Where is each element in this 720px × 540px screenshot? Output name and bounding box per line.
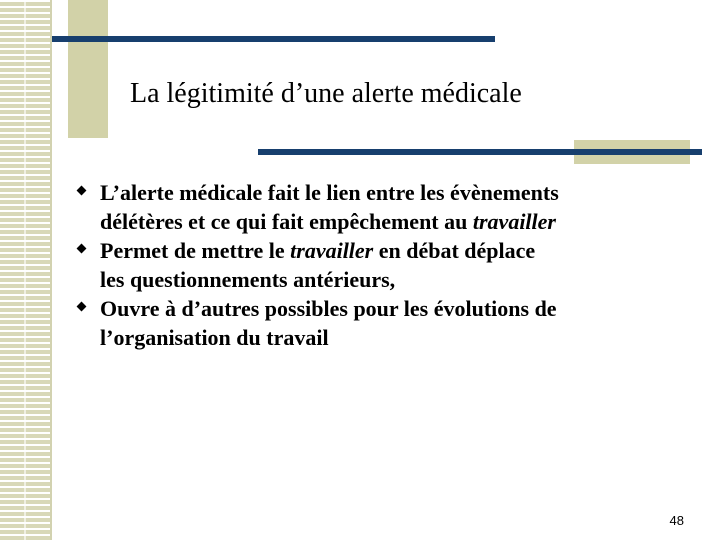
bullet-emphasis: travailler — [290, 238, 374, 263]
bullet-emphasis: travailler — [472, 209, 556, 234]
bullet-list — [78, 178, 698, 352]
bullet-text: L’alerte médicale fait le lien entre les évènements — [100, 180, 559, 205]
decorative-stripe-column — [0, 0, 52, 540]
page-number: 48 — [669, 513, 684, 528]
bullet-text: délétères et ce qui fait empêchement au — [100, 209, 473, 234]
bullet-text: l’organisation du travail — [100, 325, 329, 350]
bullet-item — [78, 178, 698, 236]
diamond-bullet-icon — [77, 186, 87, 196]
slide-title: La légitimité d’une alerte médicale — [130, 78, 522, 109]
diamond-bullet-icon — [77, 244, 87, 254]
diamond-bullet-icon — [77, 302, 87, 312]
bullet-item — [78, 236, 698, 294]
bullet-item — [78, 294, 698, 352]
bullet-text: les questionnements antérieurs, — [100, 267, 396, 292]
bullet-text: Ouvre à d’autres possibles pour les évolutions de — [100, 296, 557, 321]
decorative-navy-bar-top — [52, 36, 495, 42]
bullet-text: en débat déplace — [373, 238, 536, 263]
bullet-text: Permet de mettre le — [100, 238, 291, 263]
decorative-olive-block-top — [68, 0, 108, 138]
decorative-navy-bar-bottom — [258, 149, 702, 155]
